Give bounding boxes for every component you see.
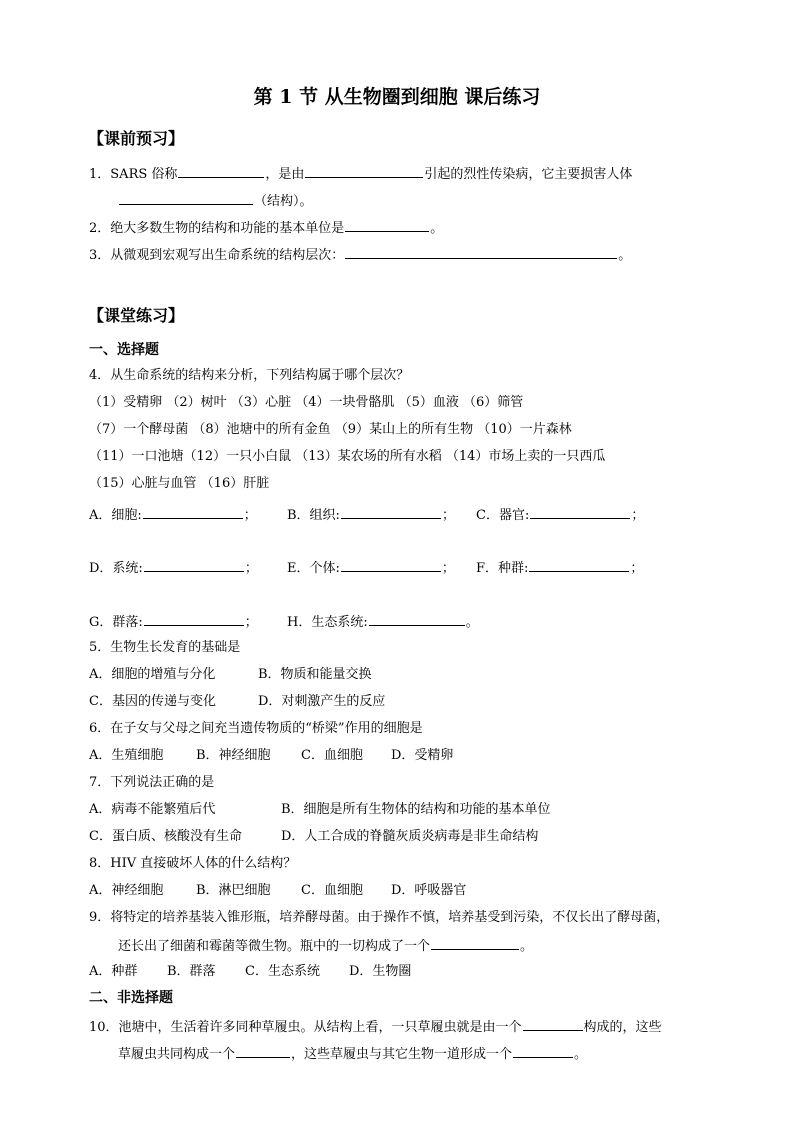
q4-answer-h: H．生态系统: 。 xyxy=(287,611,479,633)
q8-option-d[interactable]: D．呼吸器官 xyxy=(391,883,467,898)
q4-blank-e[interactable] xyxy=(341,557,441,572)
q2-text-a: 2．绝大多数生物的结构和功能的基本单位是 xyxy=(89,221,345,236)
q2-blank[interactable] xyxy=(345,217,429,232)
q7-option-b[interactable]: B．细胞是所有生物体的结构和功能的基本单位 xyxy=(281,802,551,817)
q9-option-b[interactable]: B．群落 xyxy=(167,964,216,979)
q9-stem-line-1: 9．将特定的培养基装入锥形瓶，培养酵母菌。由于操作不慎，培养基受到污染，不仅长出了酵母菌， xyxy=(89,910,670,925)
q1-text-a: 1．SARS 俗称 xyxy=(89,167,178,182)
q1-text-b: ，是由 xyxy=(265,167,305,182)
q8-option-c[interactable]: C．血细胞 xyxy=(301,883,363,898)
q4-blank-h[interactable] xyxy=(369,611,465,626)
q4-blank-c[interactable] xyxy=(530,504,630,519)
q8-stem: 8．HIV 直接破坏人体的什么结构？ xyxy=(89,856,297,871)
page-title: 第 1 节 从生物圈到细胞 课后练习 xyxy=(253,86,541,108)
q2-text-b: 。 xyxy=(430,221,444,236)
question-1-line-2 xyxy=(118,190,313,212)
q7-stem: 7．下列说法正确的是 xyxy=(89,775,215,790)
q3-text-b: 。 xyxy=(618,248,632,263)
q6-option-b[interactable]: B．神经细胞 xyxy=(196,748,271,763)
q4-answer-f: F．种群: ； xyxy=(476,557,643,579)
q4-blank-g[interactable] xyxy=(144,611,244,626)
q9-option-c[interactable]: C．生态系统 xyxy=(245,964,320,979)
section-practice-heading: 【课堂练习】 xyxy=(88,306,185,325)
q4-answer-e: E．个体: ； xyxy=(287,557,455,579)
q7-option-c[interactable]: C．蛋白质、核酸没有生命 xyxy=(89,829,242,844)
question-1-line-1 xyxy=(89,163,632,185)
q4-blank-b[interactable] xyxy=(341,504,441,519)
q5-option-c[interactable]: C．基因的传递与变化 xyxy=(89,694,216,709)
part-2-heading: 二、非选择题 xyxy=(89,990,173,1006)
q1-text-d: （结构）。 xyxy=(254,194,313,209)
q4-blank-d[interactable] xyxy=(144,557,244,572)
q10-blank-1[interactable] xyxy=(523,1016,583,1031)
q5-option-b[interactable]: B．物质和能量交换 xyxy=(258,667,372,682)
q4-items-3: （11）一口池塘（12）一只小白鼠 （13）某农场的所有水稻 （14）市场上卖的一只西瓜 xyxy=(89,449,606,464)
q7-option-a[interactable]: A．病毒不能繁殖后代 xyxy=(89,802,216,817)
q4-answer-b: B．组织: ； xyxy=(287,504,455,526)
q1-blank-1[interactable] xyxy=(178,163,264,178)
q1-blank-2[interactable] xyxy=(305,163,423,178)
q3-text-a: 3．从微观到宏观写出生命系统的结构层次： xyxy=(89,248,345,263)
q8-option-b[interactable]: B．淋巴细胞 xyxy=(196,883,271,898)
q1-text-c: 引起的烈性传染病，它主要损害人体 xyxy=(424,167,633,182)
q4-answer-c: C．器官: ； xyxy=(476,504,644,526)
q5-stem: 5．生物生长发育的基础是 xyxy=(89,640,241,655)
q10-line-2: 草履虫共同构成一个 ，这些草履虫与其它生物一道形成一个 。 xyxy=(118,1043,587,1065)
q9-option-d[interactable]: D．生物圈 xyxy=(349,964,412,979)
q4-answer-a: A．细胞: ； xyxy=(89,504,257,526)
q3-blank[interactable] xyxy=(345,244,617,259)
q4-answer-g: G．群落: ； xyxy=(89,611,258,633)
q6-stem: 6．在子女与父母之间充当遗传物质的“桥梁”作用的细胞是 xyxy=(89,721,423,736)
section-preview-heading: 【课前预习】 xyxy=(88,129,185,148)
question-3 xyxy=(89,244,631,266)
q4-stem: 4．从生命系统的结构来分析，下列结构属于哪个层次？ xyxy=(89,368,410,383)
q9-stem-line-2: 还长出了细菌和霉菌等微生物。瓶中的一切构成了一个 。 xyxy=(118,935,533,957)
q8-option-a[interactable]: A．神经细胞 xyxy=(89,883,164,898)
q5-option-a[interactable]: A．细胞的增殖与分化 xyxy=(89,667,216,682)
q6-option-c[interactable]: C．血细胞 xyxy=(301,748,363,763)
q10-line-1: 10．池塘中，生活着许多同种草履虫。从结构上看，一只草履虫就是由一个 构成的，这些 xyxy=(89,1016,662,1038)
q4-answer-d: D．系统: ； xyxy=(89,557,258,579)
q4-items-1: （1）受精卵 （2）树叶 （3）心脏 （4）一块骨骼肌 （5）血液 （6）筛管 xyxy=(89,395,524,410)
q7-option-d[interactable]: D．人工合成的脊髓灰质炎病毒是非生命结构 xyxy=(281,829,539,844)
q6-option-a[interactable]: A．生殖细胞 xyxy=(89,748,164,763)
q4-blank-a[interactable] xyxy=(143,504,243,519)
q9-blank[interactable] xyxy=(431,935,519,950)
q5-option-d[interactable]: D．对刺激产生的反应 xyxy=(258,694,386,709)
q6-option-d[interactable]: D．受精卵 xyxy=(391,748,454,763)
q10-blank-2[interactable] xyxy=(236,1043,290,1058)
q10-blank-3[interactable] xyxy=(513,1043,573,1058)
q4-items-4: （15）心脏与血管 （16）肝脏 xyxy=(89,476,270,491)
part-1-heading: 一、选择题 xyxy=(89,342,159,358)
q4-items-2: （7）一个酵母菌 （8）池塘中的所有金鱼 （9）某山上的所有生物 （10）一片森林 xyxy=(89,422,572,437)
question-2 xyxy=(89,217,443,239)
q1-blank-3[interactable] xyxy=(119,190,253,205)
q9-option-a[interactable]: A．种群 xyxy=(89,964,138,979)
q4-blank-f[interactable] xyxy=(529,557,629,572)
